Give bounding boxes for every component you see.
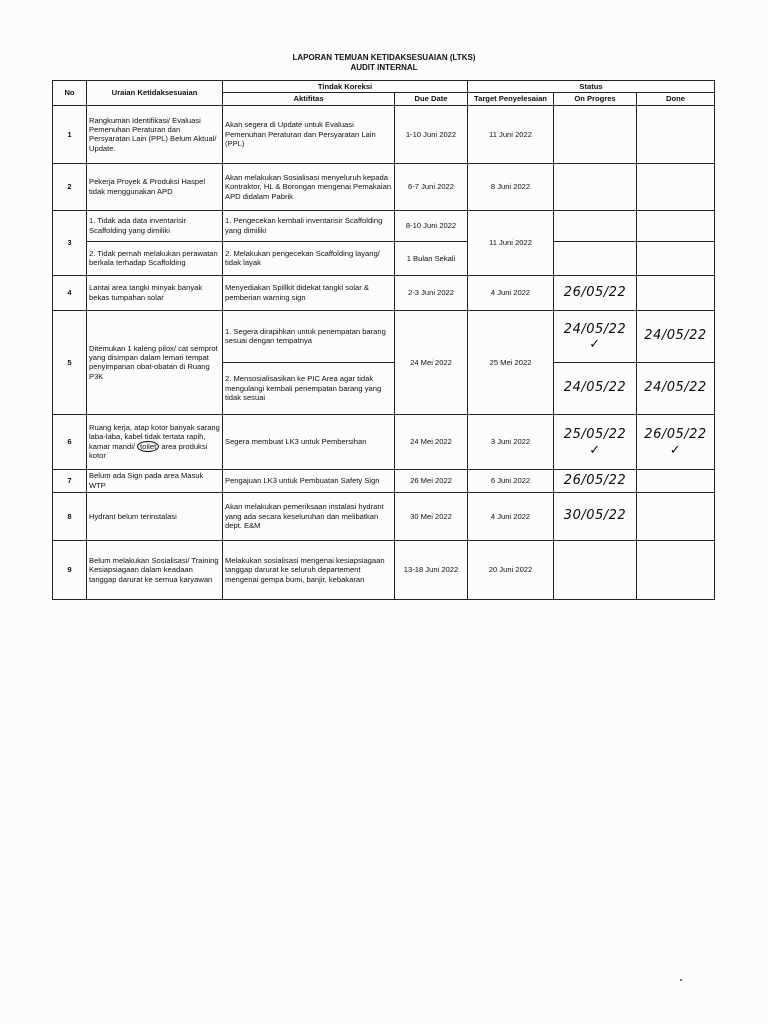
handwritten-on-progres-date: 25/05/22 [563, 427, 627, 443]
row-uraian: Belum ada Sign pada area Masuk WTP [87, 469, 223, 492]
row-target: 20 Juni 2022 [468, 540, 554, 599]
row-due-date: 2-3 Juni 2022 [395, 275, 468, 310]
table-row [53, 163, 715, 210]
row-target: 11 Juni 2022 [468, 210, 554, 275]
row-aktifitas: 1. Segera dirapihkan untuk penempatan barang sesuai dengan tempatnya [223, 310, 395, 362]
row-due-date: 24 Mei 2022 [395, 310, 468, 414]
handwritten-done-cell [637, 414, 715, 469]
table-row [53, 241, 715, 275]
row-aktifitas: 2. Mensosialisasikan ke PIC Area agar tidak mengulangi kembali penempatan barang yang tidak sesuai [223, 362, 395, 414]
row-due-date: 6-7 Juni 2022 [395, 163, 468, 210]
row-on-progres [554, 105, 637, 163]
row-due-date: 13-18 Juni 2022 [395, 540, 468, 599]
row-aktifitas: Akan segera di Update untuk Evaluasi Pemenuhan Peraturan dan Persyaratan Lain (PPL) [223, 105, 395, 163]
row-aktifitas: Akan melakukan pemeriksaan instalasi hydrant yang ada secara keseluruhan dan melibatkan dept. E&M [223, 492, 395, 540]
handwritten-done-date: 24/05/22 [637, 310, 715, 362]
row-no: 3 [53, 210, 87, 275]
checkmark-icon: ✓ [589, 337, 601, 353]
table-row [53, 492, 715, 540]
row-no: 1 [53, 105, 87, 163]
header-tindak-koreksi: Tindak Koreksi [223, 81, 468, 93]
table-row [53, 469, 715, 492]
uraian-text: Ruang kerja, atap kotor banyak sarang laba-laba, kabel tidak tertata rapih, kamar mandi/ [89, 423, 220, 451]
header-uraian: Uraian Ketidaksesuaian [87, 81, 223, 106]
row-aktifitas: Menyediakan Spillkit didekat tangki solar & pemberian warning sign [223, 275, 395, 310]
row-no: 2 [53, 163, 87, 210]
row-aktifitas: 1. Pengecekan kembali inventarisir Scaffolding yang dimiliki [223, 210, 395, 241]
handwritten-done-date: 24/05/22 [637, 362, 715, 414]
table-row [53, 105, 715, 163]
report-title: LAPORAN TEMUAN KETIDAKSESUAIAN (LTKS) [292, 53, 476, 62]
row-target: 3 Juni 2022 [468, 414, 554, 469]
row-due-date: 1-10 Juni 2022 [395, 105, 468, 163]
handwritten-on-progres-cell [554, 414, 637, 469]
row-uraian: 1. Tidak ada data inventarisir Scaffolding yang dimiliki [87, 210, 223, 241]
row-done [637, 210, 715, 241]
paper-speck [680, 979, 682, 981]
row-done [637, 275, 715, 310]
circled-word: toilet [137, 441, 159, 452]
row-due-date: 26 Mei 2022 [395, 469, 468, 492]
handwritten-on-progres-date: 26/05/22 [554, 469, 637, 492]
table-row [53, 210, 715, 241]
row-aktifitas: Akan melakukan Sosialisasi menyeluruh kepada Kontraktor, HL & Borongan mengenai Pemakaian APD didalam Pabrik [223, 163, 395, 210]
header-done: Done [637, 93, 715, 105]
handwritten-done-date: 26/05/22 [644, 427, 707, 443]
row-target: 8 Juni 2022 [468, 163, 554, 210]
row-target: 4 Juni 2022 [468, 492, 554, 540]
report-subtitle: AUDIT INTERNAL [350, 63, 418, 72]
table-row [53, 275, 715, 310]
row-no: 9 [53, 540, 87, 599]
header-aktifitas: Aktifitas [223, 93, 395, 105]
row-uraian: Hydrant belum terinstalasi [87, 492, 223, 540]
row-due-date: 30 Mei 2022 [395, 492, 468, 540]
handwritten-on-progres-cell [554, 310, 637, 362]
row-no: 4 [53, 275, 87, 310]
row-target: 6 Juni 2022 [468, 469, 554, 492]
row-on-progres [554, 163, 637, 210]
table-row [53, 414, 715, 469]
row-no: 8 [53, 492, 87, 540]
row-on-progres [554, 540, 637, 599]
uraian-text-end: area produksi kotor [89, 441, 208, 461]
checkmark-icon: ✓ [669, 442, 682, 458]
row-no: 5 [53, 310, 87, 414]
header-due-date: Due Date [395, 93, 468, 105]
row-target: 25 Mei 2022 [468, 310, 554, 414]
row-done [637, 492, 715, 540]
row-due-date: 8-10 Juni 2022 [395, 210, 468, 241]
row-target: 4 Juni 2022 [468, 275, 554, 310]
header-target: Target Penyelesaian [468, 93, 554, 105]
row-done [637, 105, 715, 163]
row-aktifitas: 2. Melakukan pengecekan Scaffolding layang/ tidak layak [223, 241, 395, 275]
row-uraian: Rangkuman Identifikasi/ Evaluasi Pemenuhan Peraturan dan Persyaratan Lain (PPL) Belum Aktual/ Update. [87, 105, 223, 163]
row-done [637, 163, 715, 210]
row-aktifitas: Segera membuat LK3 untuk Pembersihan [223, 414, 395, 469]
row-aktifitas: Melakukan sosialisasi mengenai kesiapsiagaan tanggap darurat ke seluruh departement mengenai gempa bumi, banjir, kebakaran [223, 540, 395, 599]
header-status: Status [468, 81, 715, 93]
table-row [53, 310, 715, 362]
row-due-date: 1 Bulan Sekali [395, 241, 468, 275]
row-uraian: Belum melakukan Sosialisasi/ Training Kesiapsiagaan dalam keadaan tanggap darurat ke semua karyawan [87, 540, 223, 599]
ltks-table [52, 80, 715, 600]
row-uraian [87, 414, 223, 469]
row-on-progres [554, 241, 637, 275]
row-no: 6 [53, 414, 87, 469]
handwritten-on-progres-date: 26/05/22 [554, 275, 637, 310]
header-on-progres: On Progres [554, 93, 637, 105]
handwritten-on-progres-date: 24/05/22 [554, 362, 637, 414]
row-on-progres [554, 210, 637, 241]
handwritten-on-progres-date: 24/05/22 [563, 321, 627, 337]
table-row [53, 540, 715, 599]
row-target: 11 Juni 2022 [468, 105, 554, 163]
row-no: 7 [53, 469, 87, 492]
row-due-date: 24 Mei 2022 [395, 414, 468, 469]
row-done [637, 540, 715, 599]
row-done [637, 469, 715, 492]
checkmark-icon: ✓ [589, 442, 601, 458]
row-uraian: Pekerja Proyek & Produksi Haspel tidak menggunakan APD [87, 163, 223, 210]
row-uraian: Lantai area tangki minyak banyak bekas tumpahan solar [87, 275, 223, 310]
row-uraian: Ditemukan 1 kaleng pilox/ cat semprot yang disimpan dalam lemari tempat penyimpanan obat-obatan di Ruang P3K [87, 310, 223, 414]
header-no: No [53, 81, 87, 106]
row-done [637, 241, 715, 275]
row-uraian: 2. Tidak pernah melakukan perawatan berkala terhadap Scaffolding [87, 241, 223, 275]
row-aktifitas: Pengajuan LK3 untuk Pembuatan Safety Sign [223, 469, 395, 492]
handwritten-on-progres-date: 30/05/22 [554, 492, 637, 540]
